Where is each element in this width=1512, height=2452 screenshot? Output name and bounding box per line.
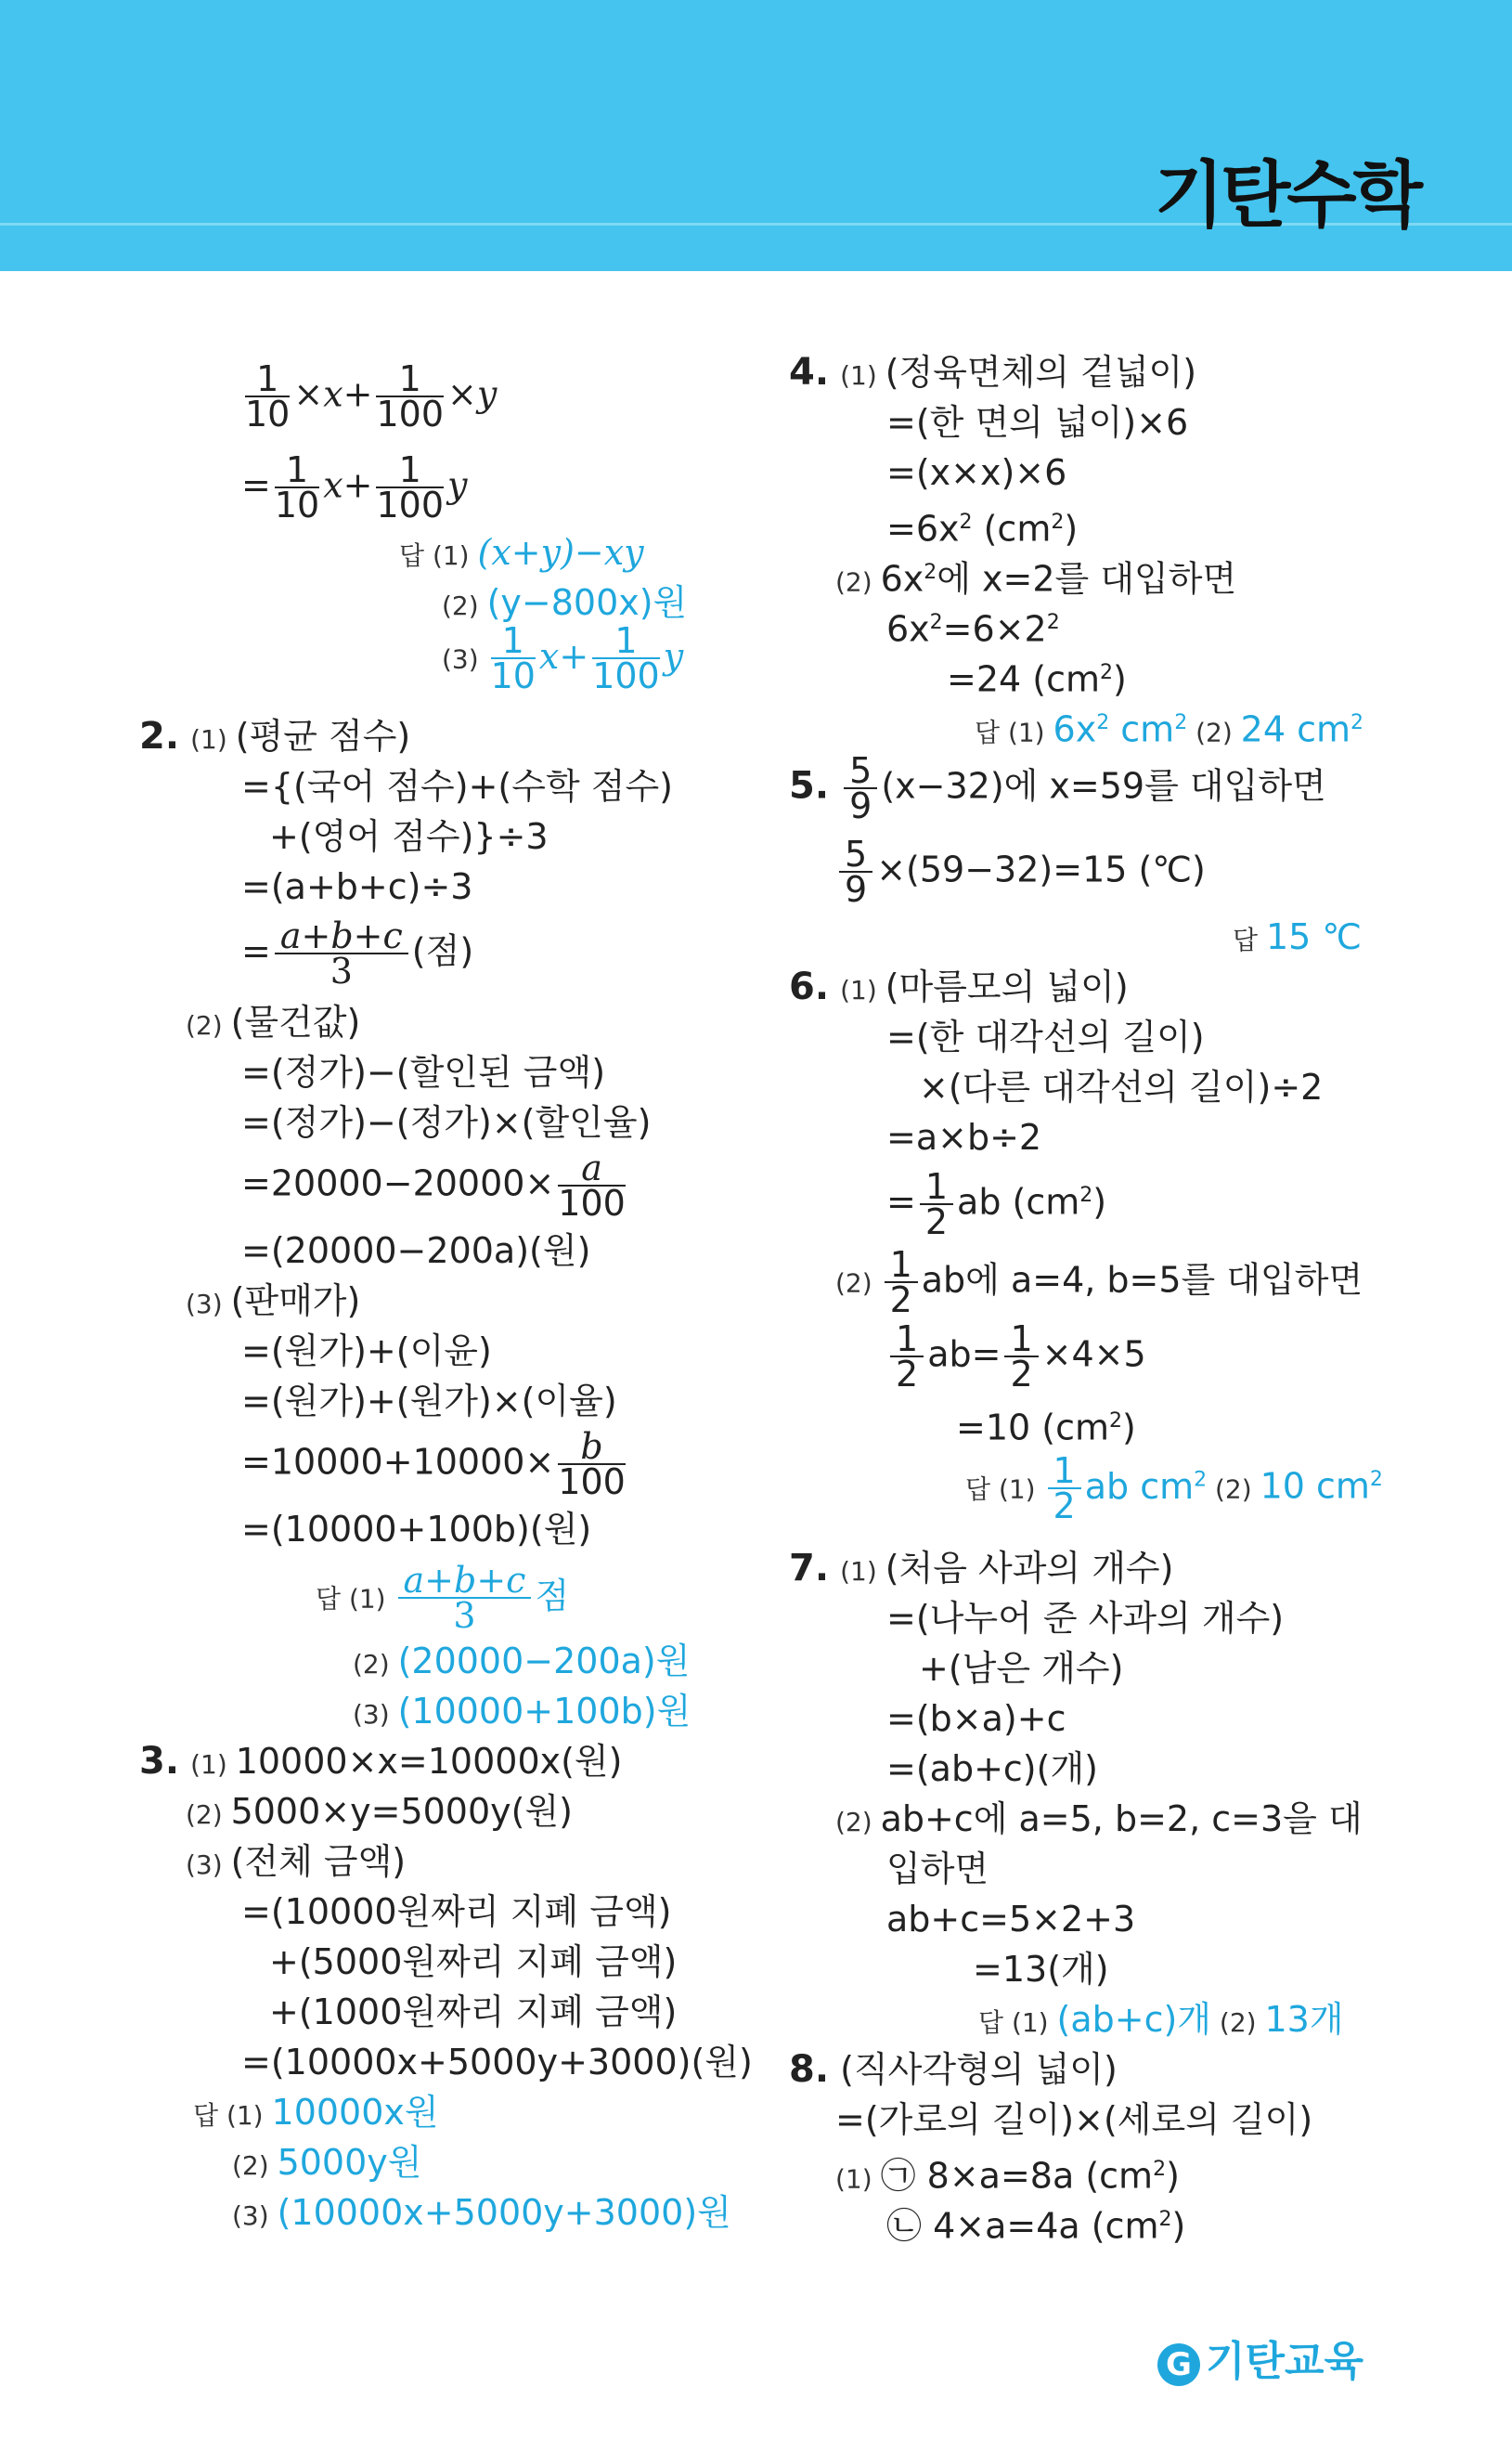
answer-line: 답 (1) (x+y)−xy: [399, 532, 644, 573]
work-line: =(x×x)×6: [886, 452, 1067, 493]
sub-problem: (3) (판매가): [186, 1280, 361, 1321]
answer-line: 답 (1) $\frac{a+b+c}{3}$ 점: [316, 1560, 570, 1636]
work-line: =(한 대각선의 길이): [886, 1017, 1205, 1057]
work-line: =(10000x+5000y+3000)(원): [241, 2042, 753, 2082]
fraction: $\frac{5}{9}$: [844, 754, 877, 823]
problem-7: 7. (1) (처음 사과의 개수): [789, 1547, 1174, 1589]
work-line: 입하면: [886, 1849, 989, 1889]
answer-line: (3) (10000+100b)원: [353, 1691, 691, 1732]
fraction: $\frac{1}{2}$: [920, 1170, 953, 1239]
answer-line: (2) 5000y원: [232, 2142, 422, 2183]
expr-line: $\frac{1}{10}$ ×x+ $\frac{1}{100}$ ×y: [245, 358, 498, 435]
fraction: $\frac{b}{100}$: [558, 1426, 626, 1502]
fraction: $\frac{1}{10}$: [274, 449, 320, 525]
problem-3: 3. (1) 10000×x=10000x(원): [139, 1740, 623, 1783]
work-line: =13(개): [973, 1949, 1109, 1990]
work-line: =(나누어 준 사과의 개수): [886, 1598, 1285, 1639]
answer-line: 답 (1) $\frac{1}{2}$ ab $cm^2$ (2) 10 $cm^2$: [965, 1450, 1383, 1526]
fraction: $\frac{1}{100}$: [592, 620, 660, 696]
logo-text: 기탄교육: [1205, 2338, 1363, 2385]
work-line: +(1000원짜리 지폐 금액): [269, 1991, 678, 2032]
work-line: =(10000원짜리 지폐 금액): [241, 1891, 672, 1932]
sub-problem: (1) ㉠ 8×a=8a $(cm^2)$: [835, 2155, 1180, 2197]
fraction: $\frac{1}{2}$: [1048, 1454, 1081, 1523]
work-line: $\frac{1}{2}$ ab= $\frac{1}{2}$ ×4×5: [886, 1322, 1146, 1391]
fraction: $\frac{a}{100}$: [558, 1148, 626, 1224]
work-line: =(한 면의 넓이)×6: [886, 402, 1189, 443]
fraction: $\frac{5}{9}$: [839, 837, 872, 906]
work-line: =20000−20000× $\frac{a}{100}$: [241, 1148, 626, 1224]
problem-4: 4. (1) (정육면체의 겉넓이): [789, 351, 1197, 394]
work-line: =(정가)−(정가)×(할인율): [241, 1102, 652, 1143]
work-line: +(남은 개수): [919, 1648, 1124, 1689]
work-line: $=6x^2$ $(cm^2)$: [886, 508, 1079, 550]
work-line: = $\frac{1}{2}$ ab $(cm^2)$: [886, 1166, 1107, 1242]
sub-problem: (2) $\frac{1}{2}$ ab에 a=4, b=5를 대입하면: [835, 1244, 1363, 1320]
problem-6: 6. (1) (마름모의 넓이): [789, 966, 1129, 1008]
problem-8: 8. (직사각형의 넓이): [789, 2048, 1118, 2091]
fraction: $\frac{1}{2}$: [885, 1248, 918, 1317]
work-line: =(원가)+(이윤): [241, 1330, 492, 1371]
fraction: $\frac{a+b+c}{3}$: [398, 1563, 532, 1632]
fraction: $\frac{1}{2}$: [1004, 1322, 1038, 1391]
work-line: $\frac{5}{9}$ ×(59−32)=15 (℃): [835, 837, 1206, 906]
fraction: $\frac{1}{100}$: [376, 449, 445, 525]
fraction: $\frac{1}{2}$: [890, 1322, 924, 1391]
answer-line: 답 (1) (ab+c)개 (2) 13개: [978, 1999, 1344, 2040]
sub-problem: (3) (전체 금액): [186, 1841, 407, 1882]
fraction: $\frac{1}{10}$: [490, 620, 536, 696]
answer-line: (2) (y−800x)원: [442, 582, 688, 623]
sub-problem: (2) 5000×y=5000y(원): [186, 1791, 573, 1832]
problem-2: 2. (1) (평균 점수): [139, 715, 411, 758]
brand-title: 기탄수학: [1154, 154, 1419, 238]
work-line: +(5000원짜리 지폐 금액): [269, 1941, 678, 1982]
publisher-logo: [1157, 2328, 1363, 2387]
sub-problem: (2) $6x^2$에 x=2를 대입하면: [835, 558, 1237, 600]
work-line: =(원가)+(원가)×(이율): [241, 1381, 617, 1421]
header-band: [0, 0, 1512, 271]
work-line: =a×b÷2: [886, 1117, 1042, 1158]
answer-line: (3) $\frac{1}{10}$ x+ $\frac{1}{100}$ y: [442, 620, 684, 696]
work-line: =(ab+c)(개): [886, 1748, 1098, 1789]
answer-line: (2) (20000−200a)원: [353, 1641, 691, 1681]
problem-5: 5. $\frac{5}{9}$ (x−32)에 x=59를 대입하면: [789, 750, 1326, 826]
work-line: $6x^2=6\times 2^2$: [886, 608, 1060, 650]
fraction: $\frac{1}{10}$: [245, 358, 291, 435]
work-line: =(정가)−(할인된 금액): [241, 1052, 606, 1093]
work-line: = $\frac{a+b+c}{3}$ (점): [241, 915, 474, 992]
work-line: =(20000−200a)(원): [241, 1230, 591, 1271]
expr-line: = $\frac{1}{10}$ x+ $\frac{1}{100}$ y: [241, 449, 468, 525]
g-logo-icon: G: [1157, 2343, 1200, 2386]
answer-line: 답 (1) $6x^2$ $cm^2$ (2) 24 $cm^2$: [975, 708, 1363, 750]
answer-line: 답 15 ℃: [1233, 916, 1363, 957]
sub-problem: (2) ab+c에 a=5, b=2, c=3을 대: [835, 1798, 1363, 1839]
work-line: =10 $(cm^2)$: [956, 1407, 1136, 1448]
work-line: ab+c=5×2+3: [886, 1899, 1136, 1940]
work-line: =(a+b+c)÷3: [241, 866, 473, 907]
work-line: =10000+10000× $\frac{b}{100}$: [241, 1426, 626, 1502]
fraction: $\frac{1}{100}$: [376, 358, 445, 435]
answer-line: 답 (1) 10000x원: [193, 2092, 439, 2133]
fraction: $\frac{a+b+c}{3}$: [275, 919, 408, 988]
work-line: =(가로의 길이)×(세로의 길이): [835, 2099, 1313, 2140]
work-line: =(10000+100b)(원): [241, 1509, 592, 1550]
work-line: ㉡ 4×a=4a $(cm^2)$: [886, 2205, 1186, 2247]
work-line: ={(국어 점수)+(수학 점수): [241, 766, 673, 807]
work-line: =24 $(cm^2)$: [947, 658, 1127, 700]
answer-line: (3) (10000x+5000y+3000)원: [232, 2192, 731, 2233]
sub-problem: (2) (물건값): [186, 1002, 361, 1043]
work-line: ×(다른 대각선의 길이)÷2: [919, 1067, 1324, 1108]
work-line: =(b×a)+c: [886, 1698, 1066, 1739]
work-line: +(영어 점수)}÷3: [269, 816, 549, 857]
